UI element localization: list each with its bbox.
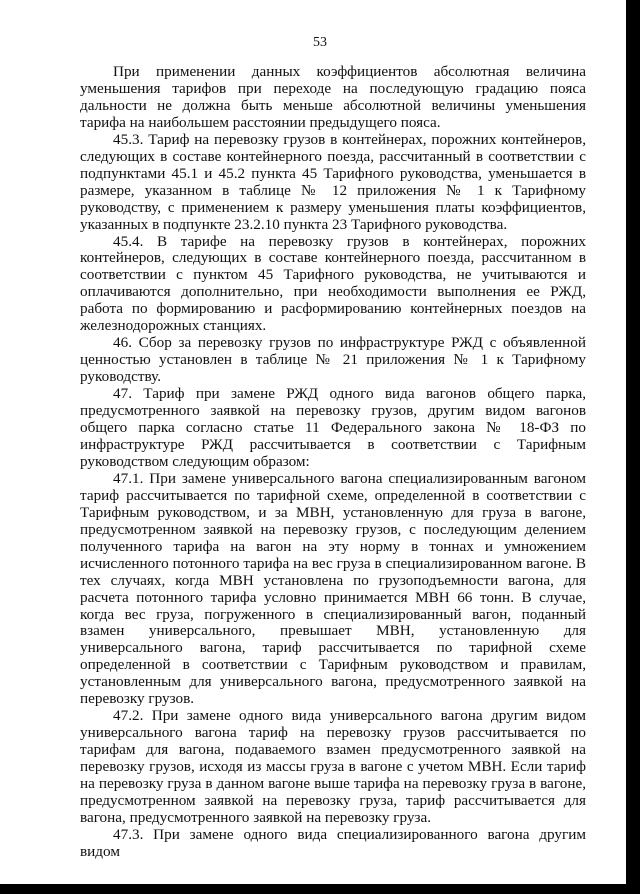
paragraph-47: 47. Тариф при замене РЖД одного вида вагонов общего парка, предусмотренного заявкой на перевозку грузов, другим видом вагонов общего парка согласно статье 11 Федерального закона № 18-ФЗ по инфраструктуре РЖД рассчитывается в соответствии с Тарифным руководством следующим образом:	[80, 385, 586, 470]
paragraph-47-3: 47.3. При замене одного вида специализированного вагона другим видом	[80, 825, 586, 860]
paragraph-coefficients-note: При применении данных коэффициентов абсолютная величина уменьшения тарифов при переходе на последующую градацию пояса дальности не должна быть меньше абсолютной величины уменьшения тарифа на наибольшем расстоянии предыдущего пояса.	[80, 63, 586, 131]
paragraph-45-3: 45.3. Тариф на перевозку грузов в контейнерах, порожних контейнеров, следующих в составе контейнерного поезда, рассчитанный в соответствии с подпунктами 45.1 и 45.2 пункта 45 Тарифного руководства, уменьшается в размере, указанном в таблице № 12 приложения № 1 к Тарифному руководству, с применением к размеру уменьшения платы коэффициентов, указанных в подпункте 23.2.10 пункта 23 Тарифного руководства.	[80, 130, 586, 233]
paragraph-47-2: 47.2. При замене одного вида универсального вагона другим видом универсального вагона тариф на перевозку грузов рассчитывается по тарифам для вагона, подаваемого взамен предусмотренного заявкой на перевозку грузов, исходя из массы груза в вагоне с учетом МВН. Если тариф на перевозку груза в данном вагоне выше тарифа на перевозку груза в вагоне, предусмотренном заявкой на перевозку груза, тариф рассчитывается для вагона, предусмотренного заявкой на перевозку груза.	[80, 707, 586, 826]
scan-border-bottom	[0, 884, 640, 894]
page-number: 53	[313, 35, 327, 50]
paragraph-47-1: 47.1. При замене универсального вагона специализированным вагоном тариф рассчитывается по тарифной схеме, определенной в соответствии с Тарифным руководством, и за МВН, установленную для груза в вагоне, предусмотренном заявкой на перевозку грузов, с последующим делением полученного тарифа на вагон на эту норму в тоннах и умножением исчисленного потонного тарифа на вес груза в специализированном вагоне. В тех случаях, когда МВН установлена по грузоподъемности вагона, для расчета потонного тарифа условно принимается МВН 66 тонн. В случае, когда вес груза, погруженного в специализированный вагон, поданный взамен универсального, превышает МВН, установленную для универсального вагона, тариф рассчитывается по тарифной схеме определенной в соответствии с Тарифным руководством и правилам, установленным для универсального вагона, предусмотренного заявкой на перевозку грузов.	[80, 469, 586, 708]
paragraph-45-4: 45.4. В тарифе на перевозку грузов в контейнерах, порожних контейнеров, следующих в составе контейнерного поезда, рассчитанном в соответствии с пунктом 45 Тарифного руководства, не учитываются и оплачиваются дополнительно, при необходимости выполнения ее РЖД, работа по формированию и расформированию контейнерных поездов на железнодорожных станциях.	[80, 232, 586, 335]
scan-border-right	[626, 0, 640, 894]
document-body	[80, 64, 586, 861]
paragraph-46: 46. Сбор за перевозку грузов по инфраструктуре РЖД с объявленной ценностью установлен в таблице № 21 приложения № 1 к Тарифному руководству.	[80, 334, 586, 386]
